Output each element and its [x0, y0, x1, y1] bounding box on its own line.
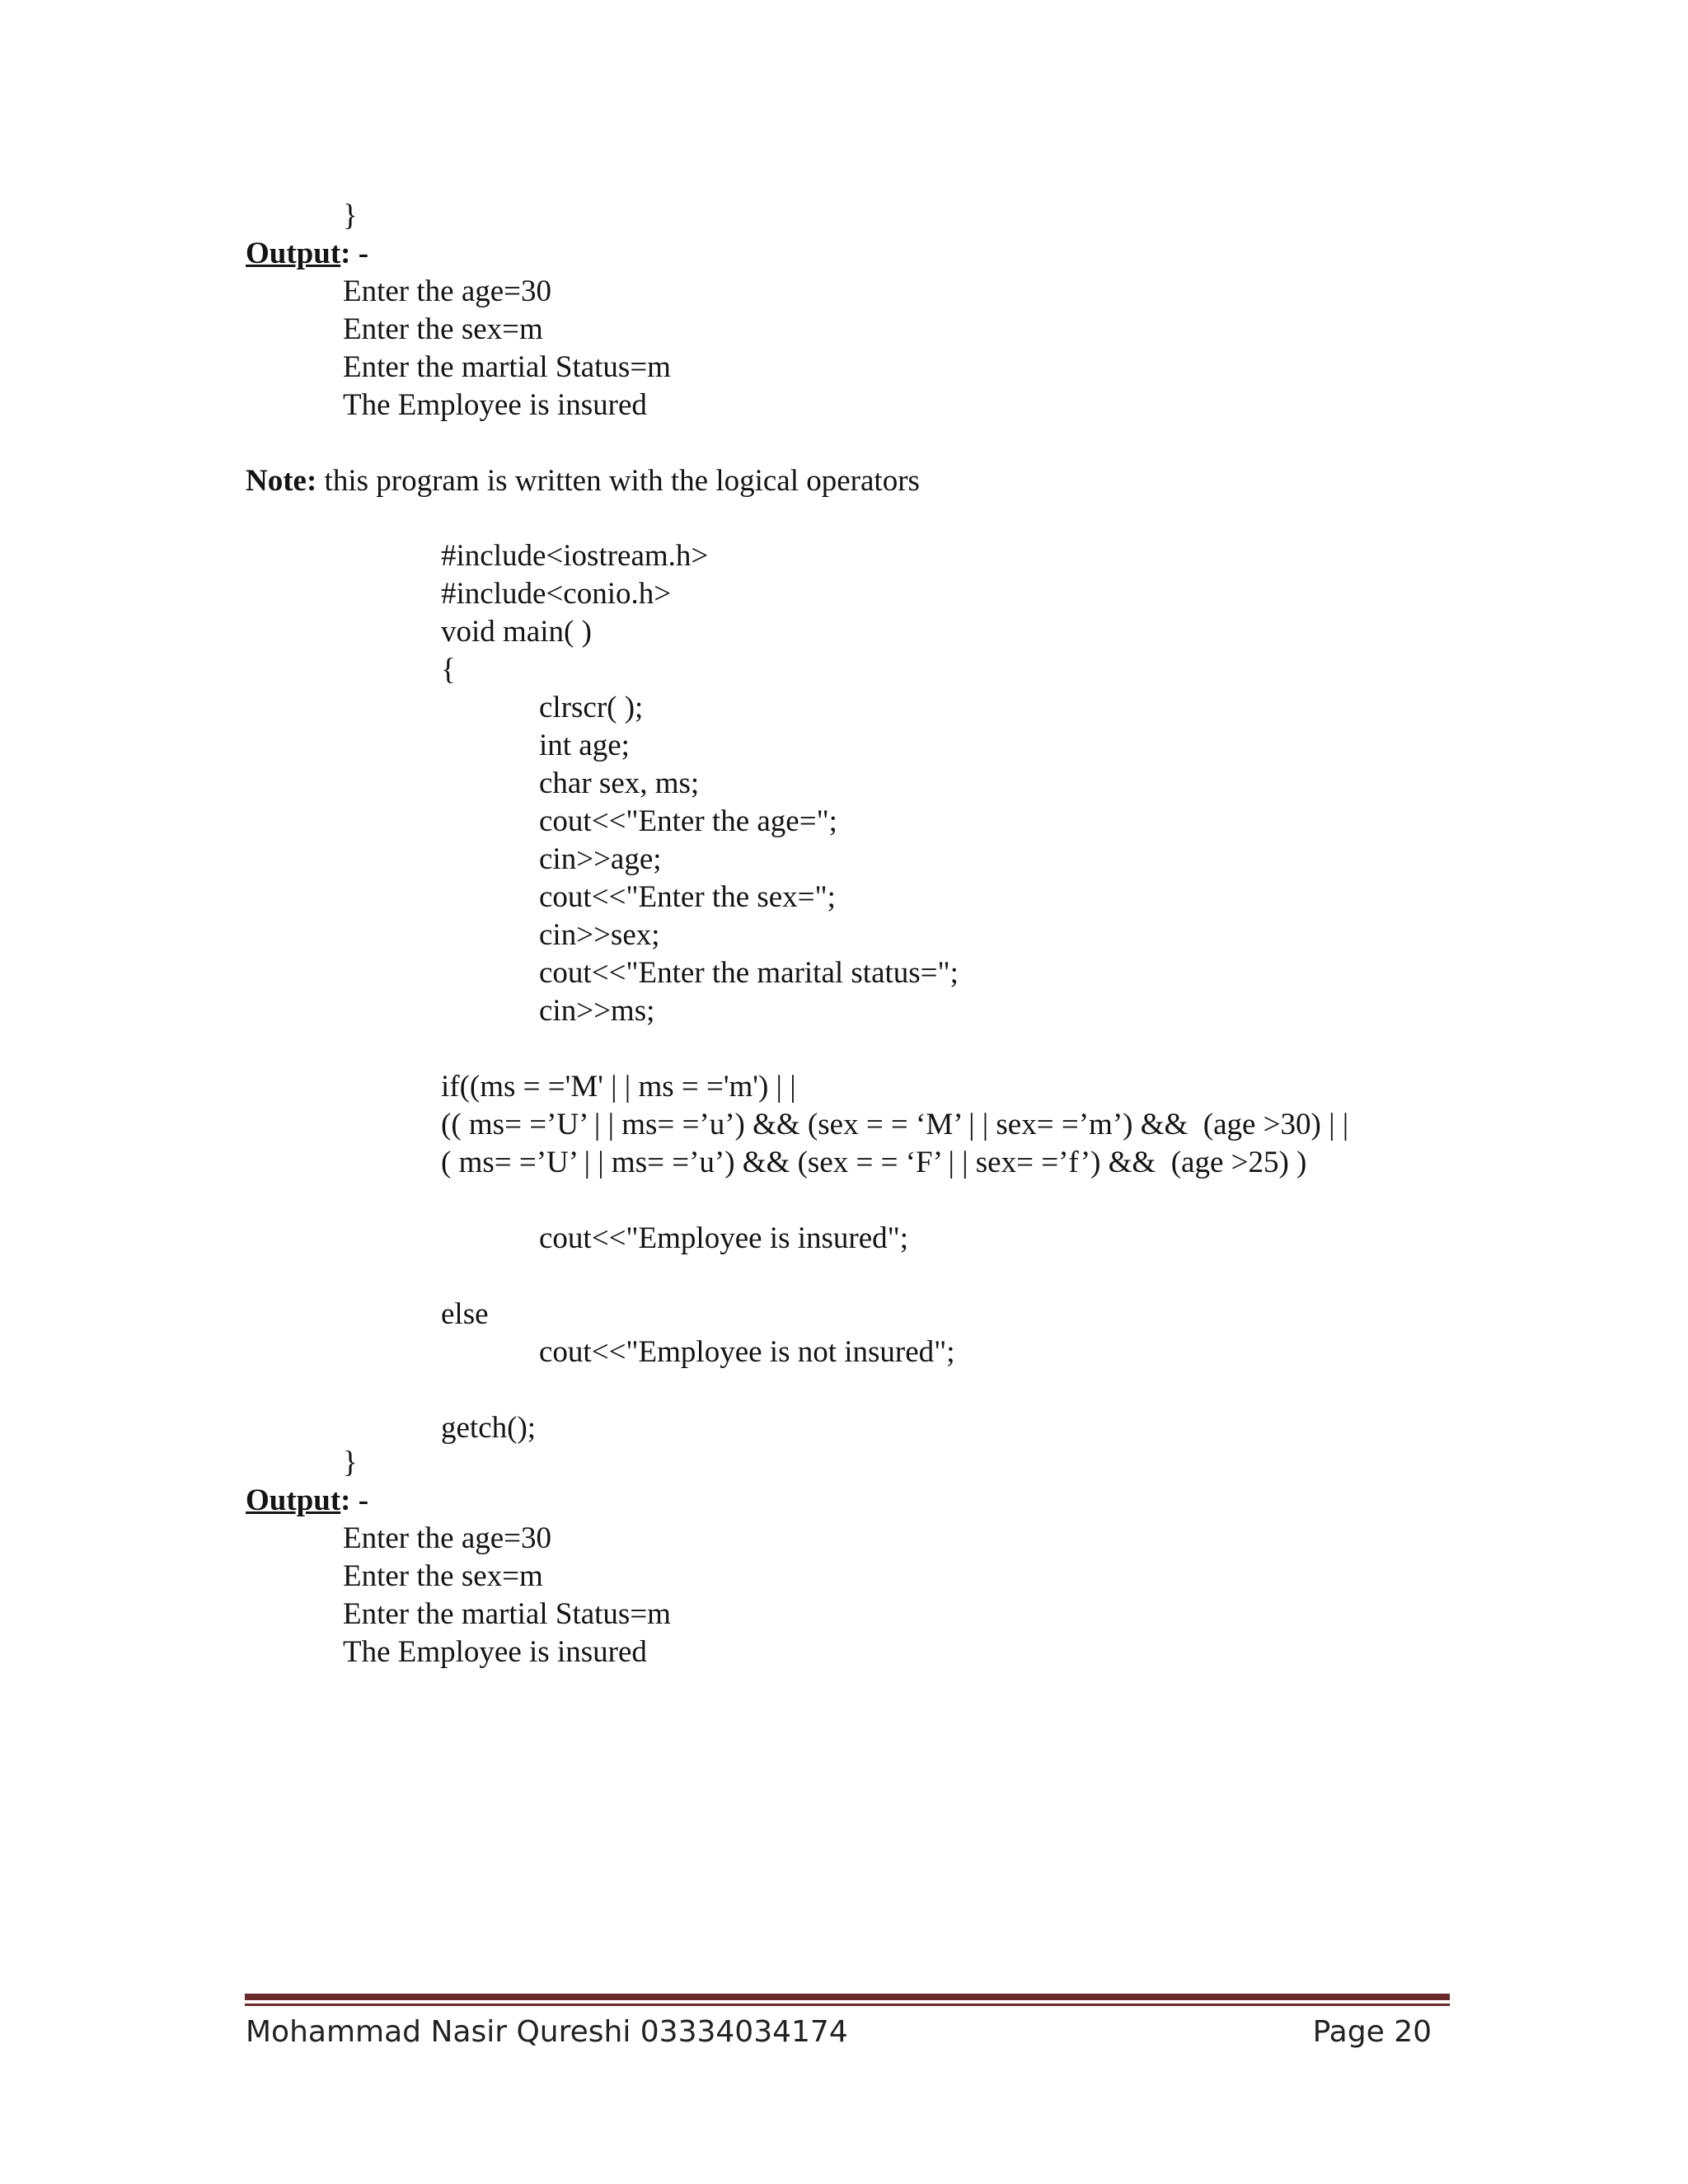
bottom-output-line: Enter the martial Status=m: [343, 1597, 671, 1631]
output-heading-suffix: : -: [340, 1483, 369, 1517]
note-paragraph: [246, 462, 920, 500]
code-line: {: [441, 653, 456, 687]
code-line: clrscr( );: [539, 691, 644, 724]
code-line: cout<<"Enter the marital status=";: [539, 956, 959, 990]
code-line: getch();: [441, 1411, 537, 1445]
footer-rule: [245, 1994, 1450, 2000]
code-line: cin>>ms;: [539, 994, 655, 1028]
bottom-output-line: Enter the age=30: [343, 1521, 552, 1555]
top-output-line: Enter the sex=m: [343, 312, 543, 346]
code-line: cout<<"Employee is not insured";: [539, 1335, 955, 1369]
code-line: #include<conio.h>: [441, 577, 672, 611]
bottom-output-line: The Employee is insured: [343, 1635, 647, 1669]
output-heading-suffix: : -: [340, 237, 369, 270]
footer-rule-thin: [245, 2004, 1450, 2006]
note-text: this program is written with the logical operators: [316, 464, 920, 498]
code-line: int age;: [539, 729, 630, 762]
code-line: char sex, ms;: [539, 766, 700, 800]
footer-author: Mohammad Nasir Qureshi 03334034174: [246, 2015, 848, 2049]
top-output-line: Enter the martial Status=m: [343, 350, 671, 384]
code-line: #include<iostream.h>: [441, 539, 709, 573]
code-line: cout<<"Employee is insured";: [539, 1221, 909, 1255]
top-output-line: Enter the age=30: [343, 274, 552, 308]
output-heading-label: Output: [246, 237, 341, 270]
bottom-output-line: Enter the sex=m: [343, 1559, 543, 1593]
code-if-line: if((ms = ='M' | | ms = ='m') | |: [441, 1070, 796, 1104]
top-output-heading: [246, 235, 368, 273]
output-heading-label: Output: [246, 1483, 341, 1517]
code-line: cin>>age;: [539, 842, 662, 876]
code-line: cout<<"Enter the sex=";: [539, 880, 836, 914]
code-if-line: (( ms= =’U’ | | ms= =’u’) && (sex = = ‘M’ | | sex= =’m’) && (age >30) | |: [441, 1108, 1349, 1141]
code-line: cout<<"Enter the age=";: [539, 804, 837, 838]
bottom-output-heading: [246, 1482, 368, 1520]
footer-page-number: Page 20: [1312, 2015, 1432, 2049]
top-output-line: The Employee is insured: [343, 388, 647, 422]
note-label: Note:: [246, 464, 317, 498]
code-else: else: [441, 1297, 489, 1331]
top-closing-brace: }: [343, 199, 358, 232]
code-line: cin>>sex;: [539, 918, 660, 952]
code-if-line: ( ms= =’U’ | | ms= =’u’) && (sex = = ‘F’ | | sex= =’f’) && (age >25) ): [441, 1146, 1307, 1179]
code-line: void main( ): [441, 615, 592, 649]
code-closing-brace: }: [343, 1446, 358, 1479]
